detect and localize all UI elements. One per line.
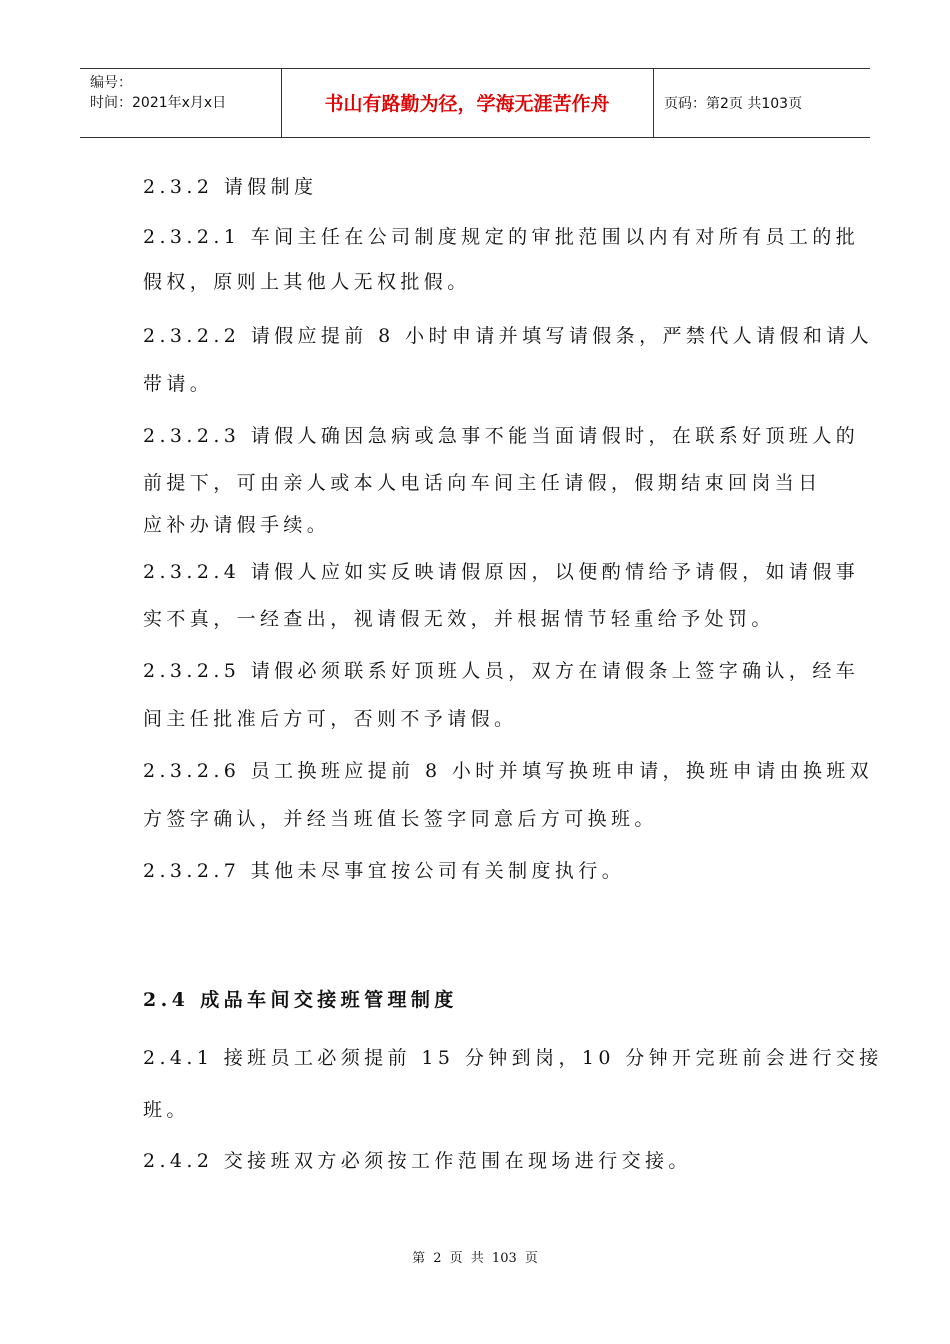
paragraph-line: 2.3.2.5 请假必须联系好顶班人员，双方在请假条上签字确认，经车 <box>143 660 860 682</box>
paragraph-line: 前提下，可由亲人或本人电话向车间主任请假，假期结束回岗当日 <box>143 472 822 494</box>
page-footer: 第 2 页 共 103 页 <box>412 1251 538 1266</box>
section-heading: 2.3.2 请假制度 <box>143 176 318 198</box>
paragraph-line: 方签字确认，并经当班值长签字同意后方可换班。 <box>143 808 658 830</box>
paragraph-line: 2.4.2 交接班双方必须按工作范围在现场进行交接。 <box>143 1150 692 1172</box>
section-heading: 2.4 成品车间交接班管理制度 <box>143 989 458 1011</box>
paragraph-line: 2.3.2.6 员工换班应提前 8 小时并填写换班申请，换班申请由换班双 <box>143 760 874 782</box>
paragraph-line: 2.3.2.7 其他未尽事宜按公司有关制度执行。 <box>143 860 626 882</box>
number-label: 编号： <box>90 75 132 91</box>
paragraph-line: 班。 <box>143 1099 190 1121</box>
paragraph-line: 2.4.1 接班员工必须提前 15 分钟到岗，10 分钟开完班前会进行交接 <box>143 1047 883 1069</box>
paragraph-line: 2.3.2.4 请假人应如实反映请假原因，以便酌情给予请假，如请假事 <box>143 561 860 583</box>
header-motto: 书山有路勤为径，学海无涯苦作舟 <box>281 69 654 137</box>
time-label: 时间：2021年x月x日 <box>90 95 227 111</box>
paragraph-line: 假权，原则上其他人无权批假。 <box>143 271 471 293</box>
paragraph-line: 实不真，一经查出，视请假无效，并根据情节轻重给予处罚。 <box>143 608 775 630</box>
paragraph-line: 2.3.2.3 请假人确因急病或急事不能当面请假时，在联系好顶班人的 <box>143 425 860 447</box>
header-meta-cell <box>80 69 282 137</box>
paragraph-line: 应补办请假手续。 <box>143 514 331 536</box>
paragraph-line: 带请。 <box>143 373 214 395</box>
paragraph-line: 2.3.2.2 请假应提前 8 小时申请并填写请假条，严禁代人请假和请人 <box>143 325 874 347</box>
page-header <box>80 68 870 138</box>
paragraph-line: 2.3.2.1 车间主任在公司制度规定的审批范围以内有对所有员工的批 <box>143 226 860 248</box>
header-page-info: 页码：第2页 共103页 <box>664 96 803 112</box>
paragraph-line: 间主任批准后方可，否则不予请假。 <box>143 708 518 730</box>
